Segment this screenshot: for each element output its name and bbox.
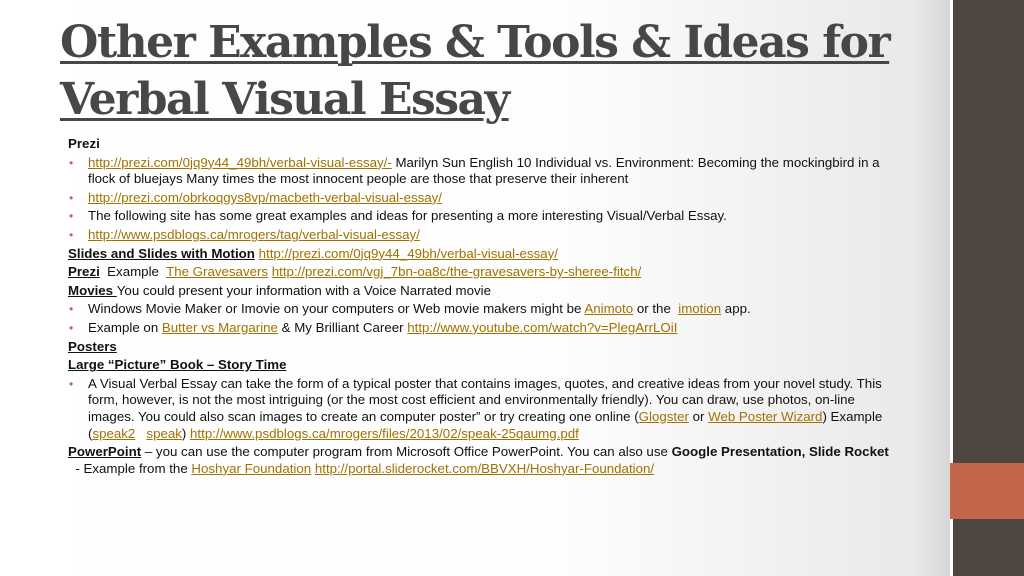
list-item xyxy=(68,301,898,318)
accent-block xyxy=(950,463,1024,519)
title-line-1: Other Examples & Tools & Ideas for xyxy=(60,17,890,68)
hoshyar-foundation-link[interactable]: Hoshyar Foundation xyxy=(191,460,312,476)
movies-label: Movies xyxy=(68,282,117,298)
psdblogs-link[interactable]: http://www.psdblogs.ca/mrogers/tag/verbal-visual-essay/ xyxy=(88,226,420,242)
prezi-link-macbeth[interactable]: http://prezi.com/obrkoqgys8vp/macbeth-verbal-visual-essay/ xyxy=(88,189,442,205)
speak-pdf-link[interactable]: http://www.psdblogs.ca/mrogers/files/2013/02/speak-25qaumg.pdf xyxy=(190,425,579,441)
storytime-label: Large “Picture” Book – Story Time xyxy=(68,357,287,373)
speak2-link[interactable]: speak2 xyxy=(92,425,136,441)
bullet-text: or xyxy=(688,408,709,424)
title-line-2: Verbal Visual Essay xyxy=(60,74,509,125)
prezi-heading: Prezi xyxy=(68,136,100,151)
butter-margarine-link[interactable]: Butter vs Margarine xyxy=(161,319,278,335)
movies-line xyxy=(68,283,898,300)
animoto-link[interactable]: Animoto xyxy=(584,301,634,317)
bullet-text xyxy=(135,426,146,441)
movies-text: You could present your information with a Voice Narrated movie xyxy=(116,282,492,298)
bullet-text: Marilyn Sun English 10 Individual vs. Environment: Becoming the mockingbird in a flock of bluejays Many times the most innocent people are those that preserve their inherent xyxy=(88,154,880,187)
posters-label: Posters xyxy=(68,338,117,354)
prezi-example-label: Prezi xyxy=(68,264,100,280)
slides-label: Slides and Slides with Motion xyxy=(68,245,255,261)
bullet-text: A Visual Verbal Essay can take the form of a typical poster that contains images, quotes, and creative ideas from your novel study. This form, however, is not the most intriguing (or the most cost efficient and environmentally friendly). You can draw, use photos, on-line images. You could also scan images to create an computer poster” or try creating one online ( xyxy=(88,375,882,424)
powerpoint-label: PowerPoint xyxy=(68,444,142,460)
list-item xyxy=(68,208,898,225)
sliderocket-link[interactable]: http://portal.sliderocket.com/BBVXH/Hoshyar-Foundation/ xyxy=(314,460,655,476)
powerpoint-text: – you can use the computer program from Microsoft Office PowerPoint. You can also use xyxy=(141,444,672,460)
list-item xyxy=(68,227,898,244)
bullet-text: ) xyxy=(181,425,191,441)
bullet-text: or the xyxy=(633,301,679,317)
bullet-text: & My Brilliant Career xyxy=(277,319,408,335)
bullet-text: Windows Movie Maker or Imovie on your computers or Web movie makers might be xyxy=(88,301,585,317)
list-item xyxy=(68,190,898,207)
gravesavers-link[interactable]: The Gravesavers xyxy=(166,264,269,280)
list-item xyxy=(68,320,898,337)
prezi-example-line xyxy=(68,264,898,281)
list-item xyxy=(68,376,898,442)
powerpoint-line xyxy=(68,444,898,477)
youtube-link[interactable]: http://www.youtube.com/watch?v=PlegArrLOiI xyxy=(407,319,678,335)
web-poster-wizard-link[interactable]: Web Poster Wizard xyxy=(708,408,823,424)
bullet-text: The following site has some great examples and ideas for presenting a more interesting Visual/Verbal Essay. xyxy=(88,208,727,224)
bullet-text: Example on xyxy=(88,319,162,335)
powerpoint-text: - Example from the xyxy=(68,460,192,476)
slides-line xyxy=(68,246,898,263)
speak-link[interactable]: speak xyxy=(146,425,182,441)
prezi-link-marilyn[interactable]: http://prezi.com/0jq9y44_49bh/verbal-visual-essay/- xyxy=(88,154,392,170)
bullet-text: app. xyxy=(721,301,751,317)
imotion-link[interactable]: imotion xyxy=(678,301,722,317)
gravesavers-url-link[interactable]: http://prezi.com/vgj_7bn-oa8c/the-gravesavers-by-sheree-fitch/ xyxy=(271,264,642,280)
slide-content xyxy=(68,136,898,479)
slides-link[interactable]: http://prezi.com/0jq9y44_49bh/verbal-visual-essay/ xyxy=(258,245,558,261)
google-presentation-text: Google Presentation, Slide Rocket xyxy=(671,444,889,460)
page-title xyxy=(60,14,920,128)
list-item xyxy=(68,155,898,188)
bullet-text: ) Example ( xyxy=(88,408,883,441)
glogster-link[interactable]: Glogster xyxy=(638,408,689,424)
prezi-example-text: Example xyxy=(99,264,167,280)
